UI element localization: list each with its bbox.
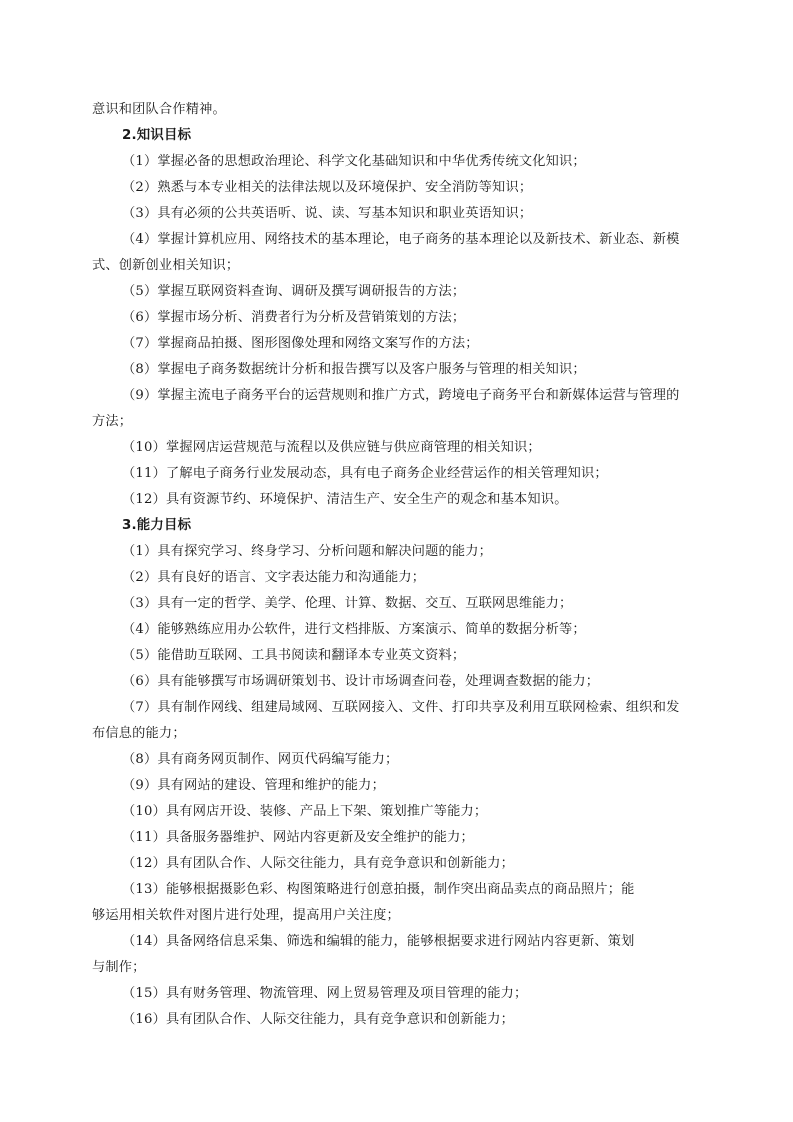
ability-item: （14）具备网络信息采集、筛选和编辑的能力，能够根据要求进行网站内容更新、策划: [122, 934, 635, 949]
knowledge-item: （10）掌握网店运营规范与流程以及供应链与供应商管理的相关知识；: [122, 440, 541, 455]
intro-tail-text: 意识和团队合作精神。: [92, 102, 226, 117]
ability-item: （4）能够熟练应用办公软件，进行文档排版、方案演示、简单的数据分析等；: [122, 622, 586, 637]
ability-item: （8）具有商务网页制作、网页代码编写能力；: [122, 752, 399, 767]
ability-item: （2）具有良好的语言、文字表达能力和沟通能力；: [122, 570, 426, 585]
ability-item: （7）具有制作网线、组建局域网、互联网接入、文件、打印共享及利用互联网检索、组织和发: [122, 700, 680, 715]
ability-item: （1）具有探究学习、终身学习、分析问题和解决问题的能力；: [122, 544, 493, 559]
ability-heading: 3.能力目标: [122, 518, 192, 533]
knowledge-item: （7）掌握商品拍摄、图形图像处理和网络文案写作的方法；: [122, 336, 479, 351]
ability-item: （12）具有团队合作、人际交往能力，具有竞争意识和创新能力；: [122, 856, 515, 871]
knowledge-item: （12）具有资源节约、环境保护、清洁生产、安全生产的观念和基本知识。: [122, 492, 568, 507]
ability-item: （6）具有能够撰写市场调研策划书、设计市场调查问卷，处理调查数据的能力；: [122, 674, 600, 689]
knowledge-item-continuation: 式、创新创业相关知识；: [92, 258, 240, 273]
ability-item: （16）具有团队合作、人际交往能力，具有竞争意识和创新能力；: [122, 1012, 515, 1027]
knowledge-item: （3）具有必须的公共英语听、说、读、写基本知识和职业英语知识；: [122, 206, 533, 221]
ability-item: （3）具有一定的哲学、美学、伦理、计算、数据、交互、互联网思维能力；: [122, 596, 573, 611]
ability-item-continuation: 够运用相关软件对图片进行处理，提高用户关注度；: [92, 908, 400, 923]
knowledge-item: （6）掌握市场分析、消费者行为分析及营销策划的方法；: [122, 310, 466, 325]
knowledge-item: （4）掌握计算机应用、网络技术的基本理论，电子商务的基本理论以及新技术、新业态、新模: [122, 232, 680, 247]
ability-item: （10）具有网店开设、装修、产品上下架、策划推广等能力；: [122, 804, 488, 819]
ability-item: （15）具有财务管理、物流管理、网上贸易管理及项目管理的能力；: [122, 986, 528, 1001]
knowledge-heading: 2.知识目标: [122, 128, 192, 143]
knowledge-item-continuation: 方法；: [92, 414, 133, 429]
knowledge-item: （1）掌握必备的思想政治理论、科学文化基础知识和中华优秀传统文化知识；: [122, 154, 586, 169]
ability-item: （13）能够根据摄影色彩、构图策略进行创意拍摄，制作突出商品卖点的商品照片；能: [122, 882, 635, 897]
knowledge-item: （5）掌握互联网资料查询、调研及撰写调研报告的方法；: [122, 284, 466, 299]
knowledge-item: （9）掌握主流电子商务平台的运营规则和推广方式，跨境电子商务平台和新媒体运营与管理的: [122, 388, 680, 403]
ability-item: （11）具备服务器维护、网站内容更新及安全维护的能力；: [122, 830, 474, 845]
knowledge-item: （2）熟悉与本专业相关的法律法规以及环境保护、安全消防等知识；: [122, 180, 533, 195]
ability-item: （9）具有网站的建设、管理和维护的能力；: [122, 778, 385, 793]
ability-item-continuation: 与制作；: [92, 960, 146, 975]
knowledge-item: （11）了解电子商务行业发展动态，具有电子商务企业经营运作的相关管理知识；: [122, 466, 608, 481]
knowledge-item: （8）掌握电子商务数据统计分析和报告撰写以及客户服务与管理的相关知识；: [122, 362, 586, 377]
ability-item: （5）能借助互联网、工具书阅读和翻译本专业英文资料；: [122, 648, 466, 663]
ability-item-continuation: 布信息的能力；: [92, 726, 186, 741]
